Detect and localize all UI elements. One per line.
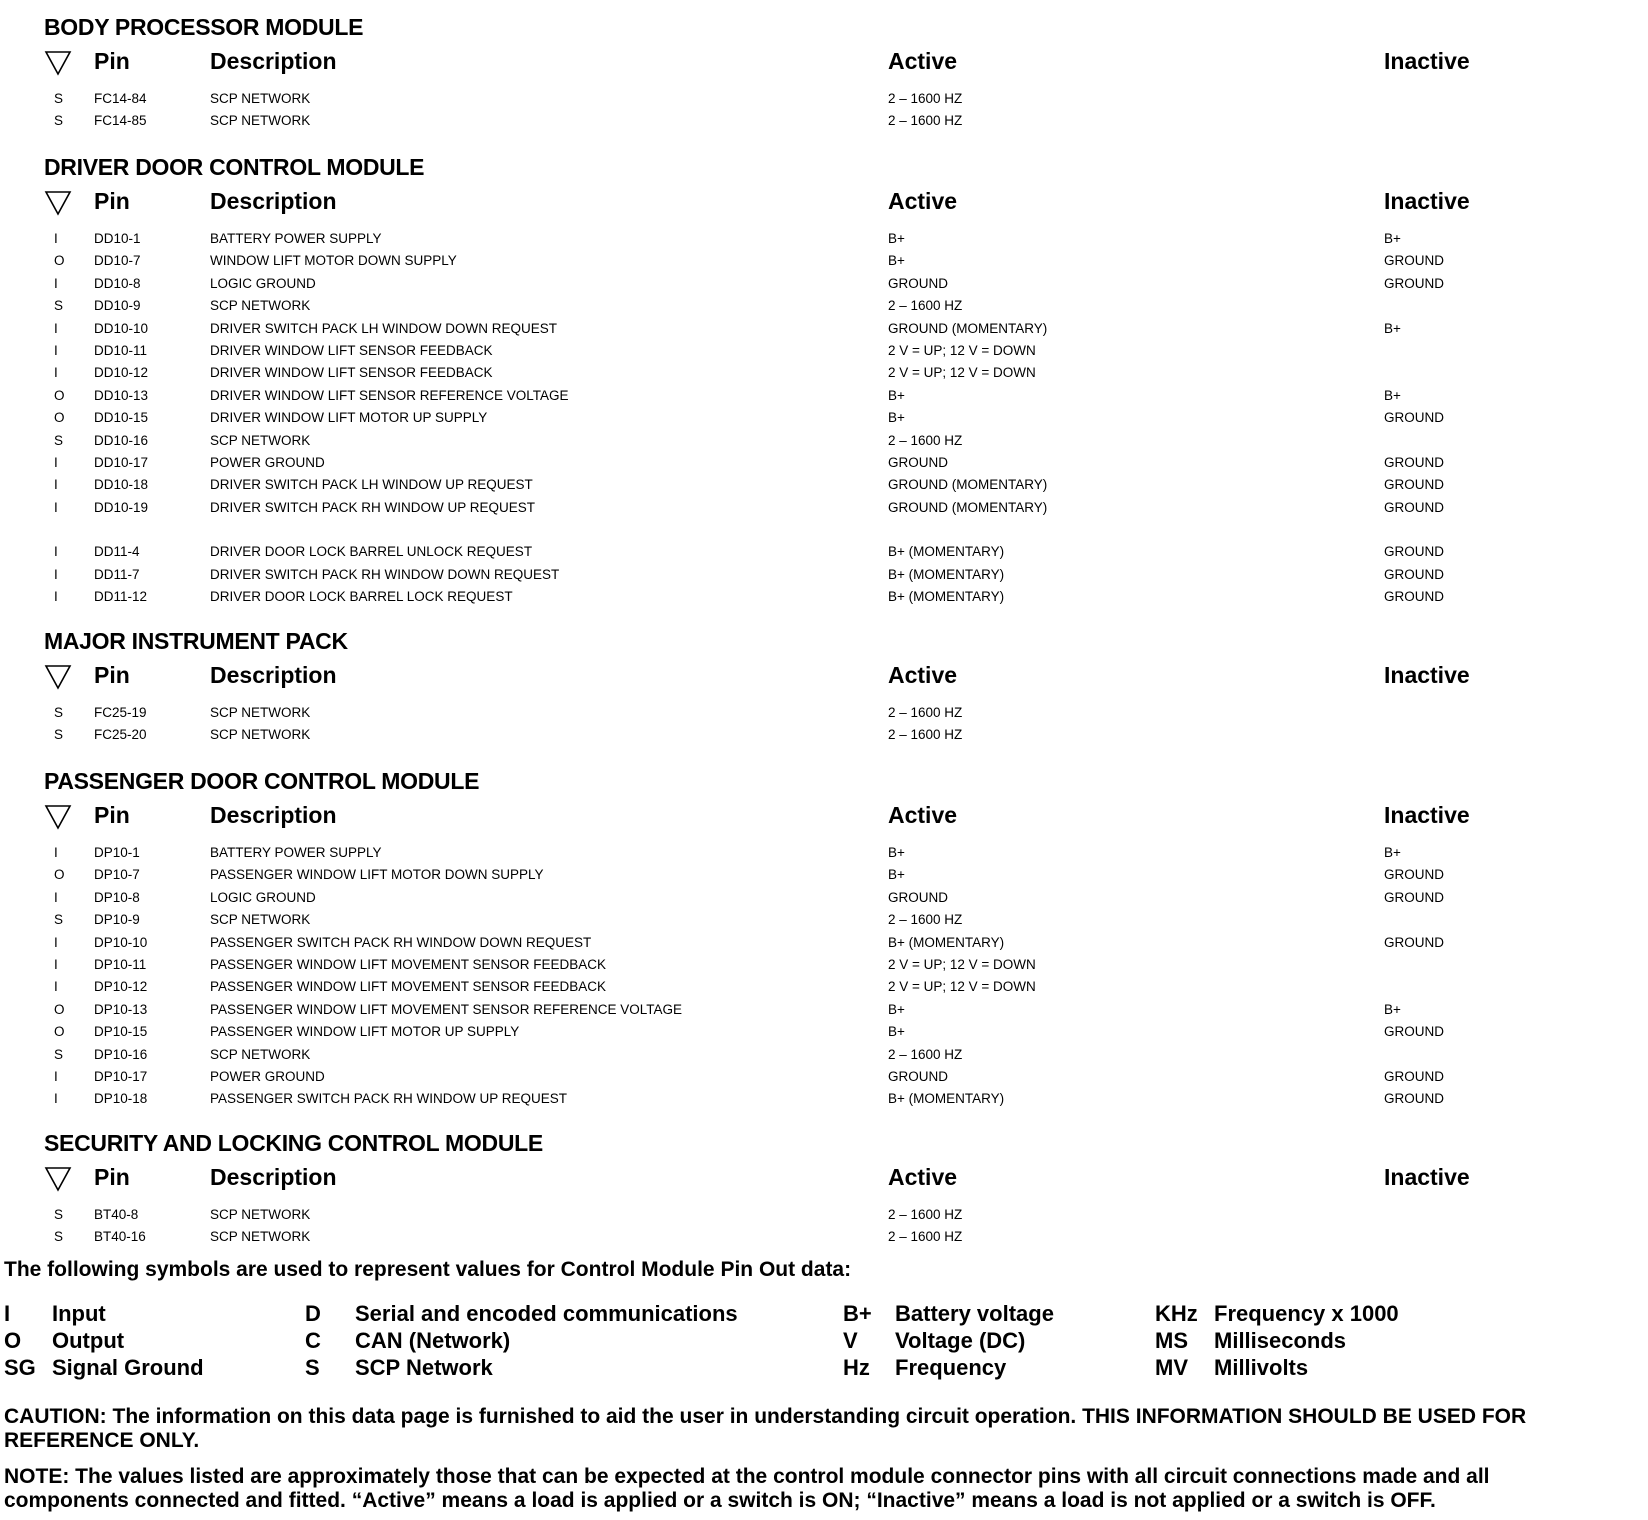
pin-cell: DP10-8	[94, 889, 140, 905]
pin-type-cell: O	[54, 253, 65, 269]
inactive-cell: GROUND	[1384, 1091, 1444, 1107]
active-cell: 2 – 1600 HZ	[888, 298, 963, 314]
pin-type-cell: O	[54, 867, 65, 883]
pin-cell: DP10-17	[94, 1068, 148, 1084]
inactive-cell: GROUND	[1384, 889, 1444, 905]
pin-cell: DD10-18	[94, 477, 149, 493]
pin-cell: DP10-13	[94, 1001, 148, 1017]
header-inactive: Inactive	[1384, 188, 1470, 214]
pin-cell: FC14-85	[94, 113, 147, 129]
header-description: Description	[210, 1164, 337, 1190]
pin-type-cell: I	[54, 889, 58, 905]
table-row	[0, 932, 1648, 954]
active-cell: 2 – 1600 HZ	[888, 91, 963, 106]
column-header-row	[0, 802, 1648, 836]
pin-cell: DD10-13	[94, 387, 149, 403]
header-description: Description	[210, 48, 337, 74]
pin-type-cell: S	[54, 727, 64, 743]
pin-type-cell: I	[54, 566, 58, 582]
pin-type-cell: S	[54, 432, 64, 448]
legend-meaning: Millivolts	[1214, 1355, 1309, 1380]
section-title: DRIVER DOOR CONTROL MODULE	[44, 154, 425, 180]
active-cell: 2 – 1600 HZ	[888, 727, 963, 743]
pin-type-cell: S	[54, 705, 64, 720]
description-cell: SCP NETWORK	[210, 298, 311, 314]
inactive-cell: GROUND	[1384, 253, 1444, 269]
inactive-cell: GROUND	[1384, 477, 1444, 493]
pin-cell: DP10-18	[94, 1091, 148, 1107]
pin-type-cell: I	[54, 477, 58, 493]
description-cell: PASSENGER WINDOW LIFT MOVEMENT SENSOR REFERENCE VOLTAGE	[210, 1001, 683, 1017]
active-cell: GROUND	[888, 889, 948, 905]
row-spacer	[0, 519, 1648, 541]
legend-meaning: Output	[52, 1328, 125, 1353]
pin-type-cell: I	[54, 320, 58, 336]
pin-type-cell: I	[54, 544, 58, 560]
table-row	[0, 250, 1648, 272]
header-active: Active	[888, 188, 958, 214]
table-row	[0, 586, 1648, 608]
column-header-row	[0, 188, 1648, 222]
legend-symbol: D	[305, 1301, 321, 1326]
active-cell: 2 – 1600 HZ	[888, 432, 963, 448]
legend-meaning: Voltage (DC)	[895, 1328, 1026, 1353]
legend-symbol: I	[4, 1301, 11, 1326]
pin-type-cell: O	[54, 1024, 65, 1040]
description-cell: DRIVER WINDOW LIFT SENSOR FEEDBACK	[210, 365, 493, 381]
pin-type-cell: I	[54, 454, 58, 470]
description-cell: DRIVER WINDOW LIFT SENSOR REFERENCE VOLTAGE	[210, 387, 569, 403]
legend-intro: The following symbols are used to represent values for Control Module Pin Out data:	[4, 1258, 852, 1281]
description-cell: LOGIC GROUND	[210, 889, 316, 905]
table-row	[0, 273, 1648, 295]
description-cell: SCP NETWORK	[210, 113, 311, 129]
pin-type-cell: I	[54, 365, 58, 381]
description-cell: SCP NETWORK	[210, 705, 311, 720]
legend-symbol: SG	[4, 1355, 36, 1380]
table-row	[0, 295, 1648, 317]
active-cell: B+ (MOMENTARY)	[888, 544, 1005, 560]
pin-cell: DP10-15	[94, 1024, 148, 1040]
table-row	[0, 702, 1648, 724]
legend-meaning: Milliseconds	[1214, 1328, 1347, 1353]
description-cell: SCP NETWORK	[210, 1207, 311, 1222]
table-row	[0, 318, 1648, 340]
active-cell: B+	[888, 867, 905, 883]
inactive-cell: GROUND	[1384, 867, 1444, 883]
inactive-cell: GROUND	[1384, 566, 1444, 582]
table-row	[0, 1088, 1648, 1110]
header-pin: Pin	[94, 662, 130, 688]
description-cell: PASSENGER SWITCH PACK RH WINDOW UP REQUEST	[210, 1091, 568, 1107]
pin-type-triangle-icon	[44, 1166, 72, 1192]
pin-type-cell: S	[54, 113, 64, 129]
table-row	[0, 1044, 1648, 1066]
pin-cell: DD10-7	[94, 253, 141, 269]
pin-cell: DP10-10	[94, 934, 148, 950]
table-row	[0, 887, 1648, 909]
inactive-cell: GROUND	[1384, 499, 1444, 515]
table-row	[0, 976, 1648, 998]
pin-rows	[0, 842, 1648, 1111]
pin-cell: DD11-4	[94, 544, 140, 560]
header-description: Description	[210, 188, 337, 214]
description-cell: PASSENGER WINDOW LIFT MOVEMENT SENSOR FEEDBACK	[210, 979, 607, 995]
header-pin: Pin	[94, 48, 130, 74]
description-cell: DRIVER WINDOW LIFT SENSOR FEEDBACK	[210, 342, 493, 358]
header-inactive: Inactive	[1384, 662, 1470, 688]
description-cell: BATTERY POWER SUPPLY	[210, 231, 382, 246]
column-header-row	[0, 662, 1648, 696]
active-cell: 2 – 1600 HZ	[888, 705, 963, 720]
pin-rows	[0, 1204, 1648, 1249]
inactive-cell: GROUND	[1384, 410, 1444, 426]
table-row	[0, 474, 1648, 496]
inactive-cell: B+	[1384, 845, 1401, 860]
active-cell: GROUND	[888, 454, 948, 470]
table-row	[0, 452, 1648, 474]
inactive-cell: GROUND	[1384, 544, 1444, 560]
header-inactive: Inactive	[1384, 1164, 1470, 1190]
table-row	[0, 497, 1648, 519]
pin-cell: DD11-12	[94, 589, 148, 605]
description-cell: BATTERY POWER SUPPLY	[210, 845, 382, 860]
inactive-cell: B+	[1384, 320, 1401, 336]
table-row	[0, 541, 1648, 563]
table-row	[0, 340, 1648, 362]
pin-type-cell: I	[54, 499, 58, 515]
pin-cell: DD10-16	[94, 432, 149, 448]
active-cell: B+ (MOMENTARY)	[888, 566, 1005, 582]
legend-meaning: Frequency x 1000	[1214, 1301, 1399, 1326]
table-row	[0, 1066, 1648, 1088]
active-cell: B+	[888, 231, 905, 246]
header-pin: Pin	[94, 188, 130, 214]
description-cell: PASSENGER WINDOW LIFT MOTOR DOWN SUPPLY	[210, 867, 544, 883]
table-row	[0, 362, 1648, 384]
legend-symbol: MS	[1155, 1328, 1188, 1353]
pin-type-cell: S	[54, 1046, 64, 1062]
active-cell: B+ (MOMENTARY)	[888, 589, 1005, 605]
pin-cell: DP10-11	[94, 956, 147, 972]
active-cell: B+	[888, 410, 905, 426]
table-row	[0, 954, 1648, 976]
legend-meaning: Input	[52, 1301, 106, 1326]
pin-type-cell: I	[54, 979, 58, 995]
header-active: Active	[888, 48, 958, 74]
inactive-cell: B+	[1384, 387, 1401, 403]
inactive-cell: GROUND	[1384, 934, 1444, 950]
legend-symbol: S	[305, 1355, 320, 1380]
pin-type-cell: O	[54, 410, 65, 426]
description-cell: PASSENGER WINDOW LIFT MOVEMENT SENSOR FEEDBACK	[210, 956, 607, 972]
active-cell: B+	[888, 387, 905, 403]
pin-type-cell: S	[54, 1207, 64, 1222]
active-cell: 2 – 1600 HZ	[888, 1046, 963, 1062]
pin-cell: FC14-84	[94, 91, 147, 106]
active-cell: 2 – 1600 HZ	[888, 1207, 963, 1222]
pin-cell: DD10-17	[94, 454, 149, 470]
legend-meaning: CAN (Network)	[355, 1328, 511, 1353]
pin-rows	[0, 88, 1648, 133]
caution-text: CAUTION: The information on this data page is furnished to aid the user in understanding circuit operation. THIS INFORMATION SHOULD BE USED FOR REFERENCE ONLY.	[4, 1405, 1527, 1452]
active-cell: 2 V = UP; 12 V = DOWN	[888, 956, 1036, 972]
inactive-cell: GROUND	[1384, 275, 1444, 291]
legend-symbol: C	[305, 1328, 321, 1353]
pin-type-cell: S	[54, 912, 64, 928]
pin-cell: DD11-7	[94, 566, 140, 582]
active-cell: 2 – 1600 HZ	[888, 1229, 963, 1245]
header-pin: Pin	[94, 802, 130, 828]
description-cell: WINDOW LIFT MOTOR DOWN SUPPLY	[210, 253, 457, 269]
active-cell: GROUND (MOMENTARY)	[888, 499, 1048, 515]
active-cell: GROUND (MOMENTARY)	[888, 320, 1048, 336]
active-cell: B+	[888, 1001, 905, 1017]
header-inactive: Inactive	[1384, 48, 1470, 74]
description-cell: DRIVER DOOR LOCK BARREL LOCK REQUEST	[210, 589, 513, 605]
legend-symbol: KHz	[1155, 1301, 1198, 1326]
active-cell: GROUND	[888, 1068, 948, 1084]
pin-type-cell: I	[54, 275, 58, 291]
pin-cell: DP10-9	[94, 912, 140, 928]
active-cell: GROUND	[888, 275, 948, 291]
active-cell: B+ (MOMENTARY)	[888, 934, 1005, 950]
header-pin: Pin	[94, 1164, 130, 1190]
description-cell: SCP NETWORK	[210, 432, 311, 448]
active-cell: B+	[888, 845, 905, 860]
description-cell: SCP NETWORK	[210, 1229, 311, 1245]
pin-cell: FC25-20	[94, 727, 147, 743]
description-cell: LOGIC GROUND	[210, 275, 316, 291]
table-row	[0, 1226, 1648, 1248]
pin-cell: DD10-15	[94, 410, 149, 426]
legend-symbol: B+	[843, 1301, 872, 1326]
active-cell: 2 V = UP; 12 V = DOWN	[888, 979, 1036, 995]
description-cell: PASSENGER WINDOW LIFT MOTOR UP SUPPLY	[210, 1024, 520, 1040]
active-cell: 2 V = UP; 12 V = DOWN	[888, 342, 1036, 358]
table-row	[0, 999, 1648, 1021]
pin-type-triangle-icon	[44, 804, 72, 830]
pin-cell: DD10-1	[94, 231, 141, 246]
active-cell: 2 – 1600 HZ	[888, 113, 963, 129]
section-title: MAJOR INSTRUMENT PACK	[44, 628, 348, 654]
active-cell: B+	[888, 253, 905, 269]
pin-type-cell: S	[54, 91, 64, 106]
pin-type-cell: I	[54, 845, 58, 860]
pin-cell: DD10-10	[94, 320, 149, 336]
description-cell: SCP NETWORK	[210, 727, 311, 743]
legend-symbol: V	[843, 1328, 858, 1353]
pin-cell: DP10-7	[94, 867, 140, 883]
legend-meaning: Frequency	[895, 1355, 1007, 1380]
pin-type-triangle-icon	[44, 190, 72, 216]
pin-type-cell: I	[54, 956, 58, 972]
description-cell: POWER GROUND	[210, 1068, 325, 1084]
description-cell: DRIVER SWITCH PACK RH WINDOW UP REQUEST	[210, 499, 536, 515]
legend-symbol: Hz	[843, 1355, 870, 1380]
legend-meaning: Signal Ground	[52, 1355, 204, 1380]
header-description: Description	[210, 802, 337, 828]
pin-cell: FC25-19	[94, 705, 147, 720]
pin-type-cell: I	[54, 934, 58, 950]
table-row	[0, 110, 1648, 132]
note-text: NOTE: The values listed are approximately those that can be expected at the control module connector pins with all circuit connections made and all components connected and fitted. “Active” means a load is applied or a switch is ON; “Inactive” means a load is not applied or a switch is OFF.	[4, 1465, 1490, 1512]
table-row	[0, 228, 1648, 250]
description-cell: PASSENGER SWITCH PACK RH WINDOW DOWN REQUEST	[210, 934, 592, 950]
pin-type-cell: O	[54, 1001, 65, 1017]
table-row	[0, 430, 1648, 452]
table-row	[0, 407, 1648, 429]
description-cell: DRIVER DOOR LOCK BARREL UNLOCK REQUEST	[210, 544, 533, 560]
pin-type-cell: I	[54, 1068, 58, 1084]
pin-type-cell: I	[54, 342, 58, 358]
pin-cell: DP10-1	[94, 845, 140, 860]
pin-type-cell: S	[54, 298, 64, 314]
legend-meaning: SCP Network	[355, 1355, 493, 1380]
inactive-cell: GROUND	[1384, 1068, 1444, 1084]
table-row	[0, 88, 1648, 110]
inactive-cell: B+	[1384, 1001, 1401, 1017]
legend-meaning: Serial and encoded communications	[355, 1301, 738, 1326]
pin-type-cell: O	[54, 387, 65, 403]
pin-cell: BT40-8	[94, 1207, 139, 1222]
pin-rows	[0, 702, 1648, 747]
active-cell: GROUND (MOMENTARY)	[888, 477, 1048, 493]
header-active: Active	[888, 802, 958, 828]
header-active: Active	[888, 662, 958, 688]
table-row	[0, 842, 1648, 864]
description-cell: DRIVER SWITCH PACK RH WINDOW DOWN REQUEST	[210, 566, 560, 582]
description-cell: DRIVER SWITCH PACK LH WINDOW DOWN REQUEST	[210, 320, 558, 336]
column-header-row	[0, 1164, 1648, 1198]
section-title: PASSENGER DOOR CONTROL MODULE	[44, 768, 480, 794]
pin-rows	[0, 228, 1648, 609]
header-inactive: Inactive	[1384, 802, 1470, 828]
table-row	[0, 909, 1648, 931]
section-title: SECURITY AND LOCKING CONTROL MODULE	[44, 1130, 543, 1156]
table-row	[0, 1021, 1648, 1043]
pin-type-triangle-icon	[44, 664, 72, 690]
section-title: BODY PROCESSOR MODULE	[44, 14, 364, 40]
inactive-cell: GROUND	[1384, 454, 1444, 470]
column-header-row	[0, 48, 1648, 82]
header-active: Active	[888, 1164, 958, 1190]
active-cell: B+ (MOMENTARY)	[888, 1091, 1005, 1107]
description-cell: DRIVER SWITCH PACK LH WINDOW UP REQUEST	[210, 477, 533, 493]
pin-type-cell: S	[54, 1229, 64, 1245]
pin-cell: DP10-16	[94, 1046, 148, 1062]
table-row	[0, 564, 1648, 586]
pin-type-cell: I	[54, 231, 58, 246]
table-row	[0, 724, 1648, 746]
legend-symbol: MV	[1155, 1355, 1188, 1380]
table-row	[0, 1204, 1648, 1226]
pin-cell: BT40-16	[94, 1229, 146, 1245]
inactive-cell: B+	[1384, 231, 1401, 246]
description-cell: SCP NETWORK	[210, 912, 311, 928]
description-cell: SCP NETWORK	[210, 91, 311, 106]
inactive-cell: GROUND	[1384, 1024, 1444, 1040]
active-cell: 2 – 1600 HZ	[888, 912, 963, 928]
pin-type-triangle-icon	[44, 50, 72, 76]
pin-cell: DD10-19	[94, 499, 149, 515]
pin-cell: DD10-12	[94, 365, 149, 381]
active-cell: B+	[888, 1024, 905, 1040]
pin-type-cell: I	[54, 1091, 58, 1107]
pin-cell: DD10-8	[94, 275, 141, 291]
inactive-cell: GROUND	[1384, 589, 1444, 605]
pin-cell: DD10-11	[94, 342, 148, 358]
active-cell: 2 V = UP; 12 V = DOWN	[888, 365, 1036, 381]
description-cell: POWER GROUND	[210, 454, 325, 470]
pin-cell: DP10-12	[94, 979, 148, 995]
legend-meaning: Battery voltage	[895, 1301, 1054, 1326]
description-cell: SCP NETWORK	[210, 1046, 311, 1062]
legend-symbol: O	[4, 1328, 22, 1353]
table-row	[0, 385, 1648, 407]
table-row	[0, 864, 1648, 886]
pin-type-cell: I	[54, 589, 58, 605]
pin-cell: DD10-9	[94, 298, 141, 314]
description-cell: DRIVER WINDOW LIFT MOTOR UP SUPPLY	[210, 410, 488, 426]
header-description: Description	[210, 662, 337, 688]
